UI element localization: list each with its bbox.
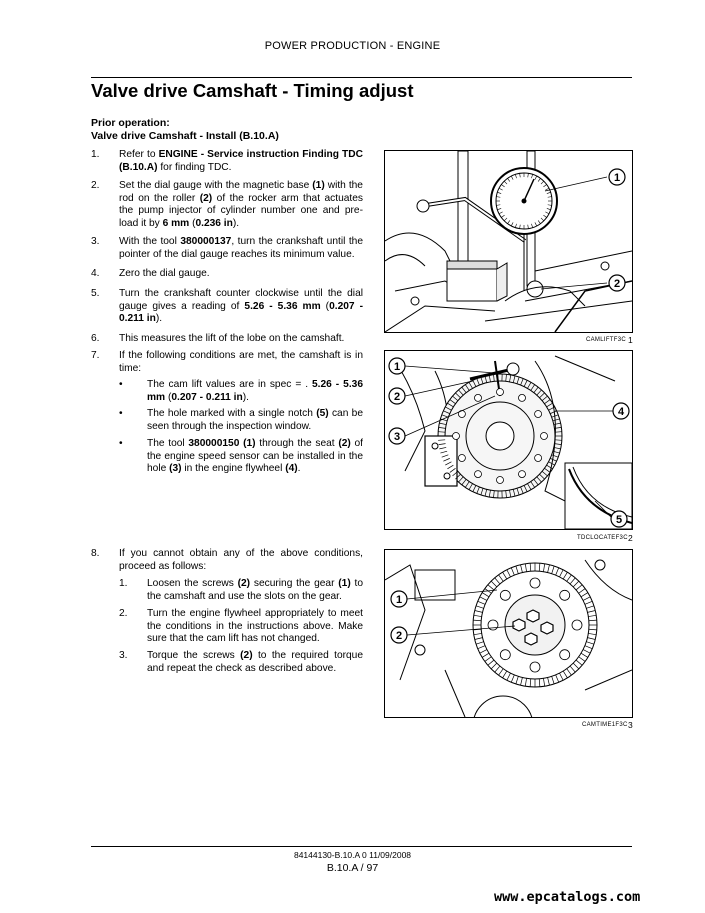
gear-tooth [485, 657, 491, 662]
callout-1 [609, 169, 625, 185]
substep-number: 3. [119, 650, 128, 661]
gear-tooth [543, 678, 544, 686]
callout-ref: (2) [199, 192, 213, 204]
gear-tooth [586, 606, 594, 608]
bullet-marker: • [119, 438, 123, 449]
gear-tooth [570, 578, 575, 584]
svg-text:2: 2 [393, 391, 401, 403]
gear-tooth [473, 620, 481, 621]
bullet-item [119, 438, 363, 477]
gear-tooth [475, 611, 483, 613]
tool-number: 380000137 [180, 236, 232, 247]
gear-tooth [499, 669, 504, 675]
gear-tooth [491, 581, 497, 587]
figure-3-code: CAMTIME1F3C [582, 722, 628, 728]
prior-operation-label: Prior operation: [91, 117, 170, 129]
flywheel-hole [458, 455, 465, 462]
substep-3 [119, 650, 363, 676]
tool-number: 380000150 [188, 438, 240, 449]
callout-ref: (1) [312, 180, 325, 191]
step-text: , turn the crankshaft until the pointer of the dial gauge reaches its minimum value. [119, 236, 363, 260]
gear-tooth [521, 565, 523, 573]
flywheel-hole [475, 394, 482, 401]
gear-tooth [478, 601, 485, 604]
callout-ref: (2) [237, 578, 251, 589]
substep-text: Turn the engine flywheel appropriately to meet the conditions in the instructions above. Make sure that the cam lift has not changed. [147, 608, 363, 645]
figure-1-code: CAMLIFTF3C [586, 337, 627, 343]
bullet-marker: • [119, 379, 123, 390]
bullet-marker: • [119, 408, 123, 419]
step-8 [91, 548, 363, 574]
step-text: ( [189, 217, 196, 229]
bullet-text: The tool [147, 438, 189, 449]
flywheel-hole [541, 433, 548, 440]
step-3 [91, 236, 363, 262]
prior-operation [91, 117, 279, 143]
gear-tooth [576, 660, 582, 665]
callout-ref: (2) [338, 438, 351, 449]
gear-tooth [586, 642, 594, 644]
gear-tooth [488, 660, 494, 665]
step-number: 1. [91, 149, 100, 160]
gear-tooth [573, 581, 579, 587]
step-text: If the following conditions are met, the camshaft is in time: [119, 350, 363, 374]
gear-slot [560, 650, 570, 660]
bullet-item [119, 379, 363, 405]
substep-2 [119, 608, 363, 647]
step-5 [91, 288, 363, 327]
gear-tooth [552, 566, 554, 574]
bullet-text: ( [165, 391, 172, 403]
gear-tooth [581, 653, 588, 657]
figure-1-dial-gauge [384, 150, 633, 333]
svg-text:1: 1 [393, 361, 401, 373]
gear-tooth [560, 673, 564, 680]
gear-tooth [567, 575, 572, 581]
gear-tooth [581, 593, 588, 597]
svg-text:2: 2 [613, 278, 621, 290]
step-1 [91, 149, 363, 175]
callout-ref: (1) [338, 578, 351, 589]
footer-rule [91, 846, 632, 847]
callout-1 [389, 358, 405, 374]
bullet-text: . [297, 463, 301, 475]
gear-tooth [573, 663, 579, 669]
substep-number: 2. [119, 608, 128, 619]
figure-2-code: TDCLOCATEF3C [577, 535, 628, 541]
watermark: www.epcatalogs.com [494, 889, 641, 905]
callout-1 [391, 591, 407, 607]
gear-tooth [525, 678, 526, 686]
step-text: ). [155, 313, 163, 325]
svg-text:1: 1 [395, 594, 403, 606]
gear-tooth [588, 633, 596, 634]
figure-3-camshaft-gear [384, 549, 633, 718]
figure-1-number: 1 [628, 335, 633, 345]
step-7 [91, 350, 363, 376]
figure-3-number: 3 [628, 720, 633, 730]
step-4 [91, 268, 363, 281]
svg-text:5: 5 [615, 514, 623, 526]
flywheel-hole [497, 477, 504, 484]
step-6 [91, 333, 363, 346]
gear-tooth [516, 676, 518, 684]
gear-tooth [476, 606, 484, 608]
gear-tooth [511, 675, 514, 682]
gear-tooth [491, 663, 497, 669]
bullet-text: The cam lift values are in spec = . [147, 379, 313, 390]
gear-tooth [482, 653, 489, 657]
step-number: 7. [91, 350, 100, 361]
flywheel-hole [535, 411, 542, 418]
reference-link: ENGINE - Service instruction Finding TDC (B.10.A) [119, 149, 363, 173]
gear-tooth [507, 673, 511, 680]
substep-text: to the required torque and repeat the check as described above. [147, 650, 364, 674]
gear-tooth [539, 679, 540, 687]
gear-slot [530, 578, 540, 588]
gear-tooth [567, 669, 572, 675]
footer-doc-ref: 84144130-B.10.A 0 11/09/2008 [293, 850, 412, 860]
callout-2 [389, 388, 405, 404]
gear-tooth [478, 646, 485, 649]
bullet-text: in the engine flywheel [181, 463, 286, 475]
gear-tooth [548, 565, 550, 573]
gear-tooth [499, 575, 504, 581]
gear-tooth [495, 666, 500, 672]
gear-tooth [576, 585, 582, 590]
metric-value: 6 mm [162, 217, 190, 229]
step-text: ). [232, 217, 240, 229]
step-number: 8. [91, 548, 100, 559]
gear-tooth [588, 638, 596, 640]
gear-tooth [589, 620, 597, 621]
bullet-item [119, 408, 363, 434]
flywheel-illustration [385, 351, 632, 529]
gear-slot [500, 590, 510, 600]
bullet-text: The hole marked with a single notch [147, 408, 317, 419]
gear-tooth [563, 572, 567, 579]
gear-tooth [585, 646, 592, 649]
step-2 [91, 180, 363, 232]
page-title: Valve drive Camshaft - Timing adjust [91, 80, 414, 101]
gear-tooth [589, 629, 597, 630]
figure-2-number: 2 [628, 533, 633, 543]
gear-slot [530, 662, 540, 672]
metric-value: 5.26 - 5.36 mm [147, 379, 363, 403]
gear-tooth [480, 597, 487, 601]
gear-tooth [488, 585, 494, 590]
gear-tooth [563, 671, 567, 678]
flywheel-hole [475, 471, 482, 478]
svg-text:3: 3 [393, 431, 401, 443]
gear-tooth [516, 566, 518, 574]
gear-tooth [507, 570, 511, 577]
step-text: for finding TDC. [157, 161, 232, 173]
step-text: with the rod on the roller [119, 180, 363, 204]
gear-tooth [552, 676, 554, 684]
step-text: Set the dial gauge with the magnetic base [119, 180, 313, 191]
step-number: 3. [91, 236, 100, 247]
step-text: of the rocker arm that actuates the pump injector of cylinder number one and pre-load it by [119, 192, 363, 229]
substep-text: to the camshaft and use the slots on the gear. [147, 578, 363, 602]
gear-tooth [556, 568, 559, 575]
header-rule [91, 77, 632, 78]
gear-tooth [583, 650, 590, 654]
substep-number: 1. [119, 578, 128, 589]
gear-tooth [583, 597, 590, 601]
gear-tooth [525, 564, 526, 572]
gear-tooth [530, 563, 531, 571]
gear-tooth [548, 678, 550, 686]
imperial-value: 0.236 in [195, 217, 233, 229]
gear-tooth [476, 642, 484, 644]
flywheel-hole [519, 394, 526, 401]
flywheel-hole [519, 471, 526, 478]
gear-tooth [585, 601, 592, 604]
callout-ref: (3) [169, 463, 182, 475]
metric-value: 5.26 - 5.36 mm [244, 300, 321, 312]
bullet-text: of the engine speed sensor can be installed in the hole [147, 438, 363, 475]
gear-tooth [579, 657, 585, 662]
callout-5 [611, 511, 627, 527]
gear-tooth [482, 593, 489, 597]
gear-tooth [560, 570, 564, 577]
gear-tooth [543, 564, 544, 572]
callout-2 [391, 627, 407, 643]
gear-tooth [588, 611, 596, 613]
gear-tooth [495, 578, 500, 584]
flywheel-hole [453, 433, 460, 440]
gear-tooth [503, 671, 507, 678]
step-text: With the tool [119, 236, 181, 247]
gear-tooth [588, 615, 596, 616]
prior-operation-ref: Valve drive Camshaft - Install (B.10.A) [91, 130, 279, 142]
step-text: ( [320, 300, 330, 312]
flywheel-hole [497, 389, 504, 396]
gear-tooth [474, 615, 482, 616]
svg-text:4: 4 [617, 406, 625, 418]
step-number: 4. [91, 268, 100, 279]
substep-text: securing the gear [250, 578, 339, 589]
bullet-text: through the seat [255, 438, 339, 449]
svg-text:2: 2 [395, 630, 403, 642]
imperial-value: 0.207 - 0.211 in [119, 300, 363, 325]
step-text: This measures the lift of the lobe on the camshaft. [119, 333, 345, 344]
flywheel-hole [535, 455, 542, 462]
figure-2-flywheel [384, 350, 633, 530]
callout-ref: (1) [243, 438, 256, 449]
step-number: 2. [91, 180, 100, 191]
gear-tooth [511, 568, 514, 575]
callout-ref: (4) [285, 463, 298, 475]
step-text: Turn the crankshaft counter clockwise until the dial gauge gives a reading of [119, 288, 363, 312]
substep-1 [119, 578, 363, 604]
dial-gauge-illustration [385, 151, 632, 332]
gear-tooth [521, 678, 523, 686]
callout-4 [613, 403, 629, 419]
step-number: 6. [91, 333, 100, 344]
gear-tooth [556, 675, 559, 682]
gear-tooth [539, 563, 540, 571]
gear-tooth [570, 666, 575, 672]
step-text: If you cannot obtain any of the above conditions, proceed as follows: [119, 548, 363, 572]
callout-2 [609, 275, 625, 291]
step-text: Refer to [119, 149, 159, 160]
svg-text:1: 1 [613, 172, 621, 184]
bullet-text: ). [242, 391, 249, 403]
step-text: Zero the dial gauge. [119, 268, 210, 279]
gear-tooth [579, 589, 585, 594]
imperial-value: 0.207 - 0.211 in [171, 391, 243, 403]
running-header: POWER PRODUCTION - ENGINE [264, 40, 441, 52]
gear-tooth [480, 650, 487, 654]
gear-slot [572, 620, 582, 630]
substep-text: Loosen the screws [147, 578, 238, 589]
callout-ref: (5) [316, 408, 329, 419]
gear-tooth [503, 572, 507, 579]
gear-tooth [530, 679, 531, 687]
callout-3 [389, 428, 405, 444]
gear-tooth [474, 633, 482, 634]
camshaft-gear-illustration [385, 550, 632, 717]
gear-slot [560, 590, 570, 600]
bullet-text: can be seen through the inspection window. [147, 408, 364, 432]
callout-ref: (2) [240, 650, 253, 661]
gear-tooth [475, 638, 483, 640]
step-number: 5. [91, 288, 100, 299]
substep-text: Torque the screws [147, 650, 241, 661]
gear-slot [500, 650, 510, 660]
page-number: B.10.A / 97 [326, 862, 379, 874]
